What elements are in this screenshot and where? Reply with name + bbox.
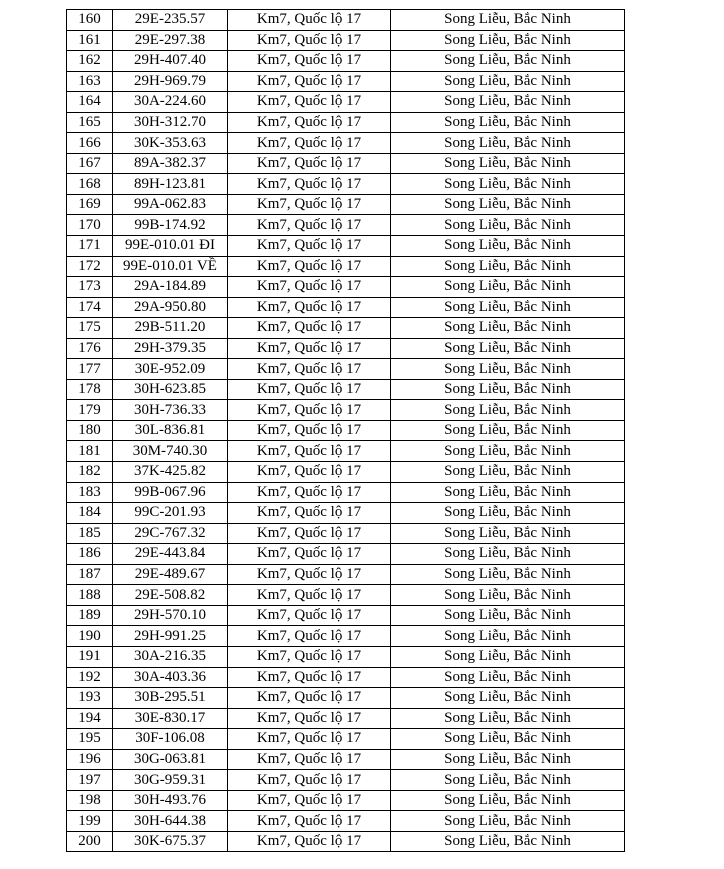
license-plate-cell: 30L-836.81 [113,420,228,441]
row-number-cell: 177 [67,359,113,380]
table-row [67,626,625,647]
location-cell: Km7, Quốc lộ 17 [228,71,391,92]
location-cell: Km7, Quốc lộ 17 [228,338,391,359]
table-row [67,462,625,483]
processing-unit-cell: Song Liễu, Bắc Ninh [391,318,625,339]
location-cell: Km7, Quốc lộ 17 [228,256,391,277]
row-number-cell: 191 [67,646,113,667]
processing-unit-cell: Song Liễu, Bắc Ninh [391,585,625,606]
row-number-cell: 161 [67,30,113,51]
table-row [67,585,625,606]
license-plate-cell: 99C-201.93 [113,503,228,524]
license-plate-cell: 99B-174.92 [113,215,228,236]
processing-unit-cell: Song Liễu, Bắc Ninh [391,379,625,400]
table-row [67,564,625,585]
row-number-cell: 178 [67,379,113,400]
license-plate-cell: 29H-991.25 [113,626,228,647]
location-cell: Km7, Quốc lộ 17 [228,420,391,441]
table-row [67,71,625,92]
license-plate-cell: 30E-952.09 [113,359,228,380]
row-number-cell: 182 [67,462,113,483]
location-cell: Km7, Quốc lộ 17 [228,400,391,421]
table-row [67,359,625,380]
license-plate-cell: 99E-010.01 ĐI [113,236,228,257]
processing-unit-cell: Song Liễu, Bắc Ninh [391,51,625,72]
location-cell: Km7, Quốc lộ 17 [228,482,391,503]
row-number-cell: 176 [67,338,113,359]
license-plate-cell: 29E-297.38 [113,30,228,51]
row-number-cell: 196 [67,749,113,770]
row-number-cell: 160 [67,10,113,31]
license-plate-cell: 29H-969.79 [113,71,228,92]
row-number-cell: 171 [67,236,113,257]
location-cell: Km7, Quốc lộ 17 [228,626,391,647]
row-number-cell: 163 [67,71,113,92]
license-plate-cell: 30H-623.85 [113,379,228,400]
row-number-cell: 200 [67,831,113,852]
license-plate-cell: 30F-106.08 [113,729,228,750]
processing-unit-cell: Song Liễu, Bắc Ninh [391,441,625,462]
license-plate-cell: 29A-184.89 [113,277,228,298]
table-row [67,831,625,852]
processing-unit-cell: Song Liễu, Bắc Ninh [391,770,625,791]
location-cell: Km7, Quốc lộ 17 [228,811,391,832]
row-number-cell: 197 [67,770,113,791]
row-number-cell: 184 [67,503,113,524]
table-row [67,194,625,215]
processing-unit-cell: Song Liễu, Bắc Ninh [391,400,625,421]
location-cell: Km7, Quốc lộ 17 [228,174,391,195]
processing-unit-cell: Song Liễu, Bắc Ninh [391,462,625,483]
table-row [67,441,625,462]
location-cell: Km7, Quốc lộ 17 [228,297,391,318]
location-cell: Km7, Quốc lộ 17 [228,236,391,257]
processing-unit-cell: Song Liễu, Bắc Ninh [391,544,625,565]
row-number-cell: 175 [67,318,113,339]
processing-unit-cell: Song Liễu, Bắc Ninh [391,359,625,380]
license-plate-cell: 30B-295.51 [113,688,228,709]
table-row [67,112,625,133]
license-plate-cell: 29E-508.82 [113,585,228,606]
processing-unit-cell: Song Liễu, Bắc Ninh [391,646,625,667]
table-row [67,790,625,811]
row-number-cell: 179 [67,400,113,421]
processing-unit-cell: Song Liễu, Bắc Ninh [391,523,625,544]
location-cell: Km7, Quốc lộ 17 [228,523,391,544]
license-plate-cell: 29H-570.10 [113,605,228,626]
table-row [67,379,625,400]
processing-unit-cell: Song Liễu, Bắc Ninh [391,811,625,832]
row-number-cell: 172 [67,256,113,277]
processing-unit-cell: Song Liễu, Bắc Ninh [391,749,625,770]
table-row [67,544,625,565]
license-plate-cell: 30H-736.33 [113,400,228,421]
location-cell: Km7, Quốc lộ 17 [228,770,391,791]
processing-unit-cell: Song Liễu, Bắc Ninh [391,30,625,51]
location-cell: Km7, Quốc lộ 17 [228,729,391,750]
location-cell: Km7, Quốc lộ 17 [228,30,391,51]
location-cell: Km7, Quốc lộ 17 [228,667,391,688]
processing-unit-cell: Song Liễu, Bắc Ninh [391,831,625,852]
processing-unit-cell: Song Liễu, Bắc Ninh [391,482,625,503]
table-row [67,729,625,750]
license-plate-cell: 29H-407.40 [113,51,228,72]
license-plate-cell: 29E-443.84 [113,544,228,565]
row-number-cell: 168 [67,174,113,195]
location-cell: Km7, Quốc lộ 17 [228,544,391,565]
license-plate-cell: 30K-353.63 [113,133,228,154]
row-number-cell: 188 [67,585,113,606]
license-plate-cell: 30H-644.38 [113,811,228,832]
license-plate-cell: 89H-123.81 [113,174,228,195]
processing-unit-cell: Song Liễu, Bắc Ninh [391,297,625,318]
processing-unit-cell: Song Liễu, Bắc Ninh [391,338,625,359]
row-number-cell: 198 [67,790,113,811]
processing-unit-cell: Song Liễu, Bắc Ninh [391,236,625,257]
processing-unit-cell: Song Liễu, Bắc Ninh [391,10,625,31]
processing-unit-cell: Song Liễu, Bắc Ninh [391,564,625,585]
table-row [67,236,625,257]
location-cell: Km7, Quốc lộ 17 [228,646,391,667]
processing-unit-cell: Song Liễu, Bắc Ninh [391,256,625,277]
location-cell: Km7, Quốc lộ 17 [228,585,391,606]
processing-unit-cell: Song Liễu, Bắc Ninh [391,503,625,524]
location-cell: Km7, Quốc lộ 17 [228,708,391,729]
location-cell: Km7, Quốc lộ 17 [228,318,391,339]
table-row [67,318,625,339]
location-cell: Km7, Quốc lộ 17 [228,831,391,852]
processing-unit-cell: Song Liễu, Bắc Ninh [391,133,625,154]
table-row [67,30,625,51]
license-plate-cell: 29C-767.32 [113,523,228,544]
row-number-cell: 183 [67,482,113,503]
table-row [67,153,625,174]
violation-table [66,9,625,852]
row-number-cell: 162 [67,51,113,72]
table-row [67,297,625,318]
location-cell: Km7, Quốc lộ 17 [228,51,391,72]
row-number-cell: 165 [67,112,113,133]
table-row [67,51,625,72]
row-number-cell: 164 [67,92,113,113]
processing-unit-cell: Song Liễu, Bắc Ninh [391,605,625,626]
location-cell: Km7, Quốc lộ 17 [228,790,391,811]
table-row [67,749,625,770]
processing-unit-cell: Song Liễu, Bắc Ninh [391,708,625,729]
location-cell: Km7, Quốc lộ 17 [228,688,391,709]
processing-unit-cell: Song Liễu, Bắc Ninh [391,277,625,298]
processing-unit-cell: Song Liễu, Bắc Ninh [391,729,625,750]
table-row [67,174,625,195]
license-plate-cell: 30A-216.35 [113,646,228,667]
table-row [67,277,625,298]
processing-unit-cell: Song Liễu, Bắc Ninh [391,688,625,709]
license-plate-cell: 30K-675.37 [113,831,228,852]
processing-unit-cell: Song Liễu, Bắc Ninh [391,626,625,647]
table-row [67,256,625,277]
table-row [67,482,625,503]
license-plate-cell: 89A-382.37 [113,153,228,174]
processing-unit-cell: Song Liễu, Bắc Ninh [391,215,625,236]
row-number-cell: 180 [67,420,113,441]
table-row [67,10,625,31]
license-plate-cell: 30G-063.81 [113,749,228,770]
row-number-cell: 186 [67,544,113,565]
license-plate-cell: 29H-379.35 [113,338,228,359]
license-plate-cell: 37K-425.82 [113,462,228,483]
table-row [67,667,625,688]
location-cell: Km7, Quốc lộ 17 [228,215,391,236]
row-number-cell: 187 [67,564,113,585]
location-cell: Km7, Quốc lộ 17 [228,92,391,113]
row-number-cell: 192 [67,667,113,688]
processing-unit-cell: Song Liễu, Bắc Ninh [391,174,625,195]
location-cell: Km7, Quốc lộ 17 [228,379,391,400]
processing-unit-cell: Song Liễu, Bắc Ninh [391,667,625,688]
license-plate-cell: 29E-489.67 [113,564,228,585]
row-number-cell: 199 [67,811,113,832]
row-number-cell: 181 [67,441,113,462]
table-row [67,708,625,729]
row-number-cell: 173 [67,277,113,298]
license-plate-cell: 99E-010.01 VỀ [113,256,228,277]
row-number-cell: 189 [67,605,113,626]
row-number-cell: 166 [67,133,113,154]
table-row [67,338,625,359]
license-plate-cell: 29E-235.57 [113,10,228,31]
table-row [67,523,625,544]
table-row [67,133,625,154]
location-cell: Km7, Quốc lộ 17 [228,605,391,626]
row-number-cell: 170 [67,215,113,236]
processing-unit-cell: Song Liễu, Bắc Ninh [391,92,625,113]
table-row [67,92,625,113]
row-number-cell: 190 [67,626,113,647]
location-cell: Km7, Quốc lộ 17 [228,564,391,585]
location-cell: Km7, Quốc lộ 17 [228,277,391,298]
license-plate-cell: 99A-062.83 [113,194,228,215]
license-plate-cell: 29B-511.20 [113,318,228,339]
row-number-cell: 169 [67,194,113,215]
license-plate-cell: 30G-959.31 [113,770,228,791]
table-row [67,503,625,524]
license-plate-cell: 29A-950.80 [113,297,228,318]
location-cell: Km7, Quốc lộ 17 [228,359,391,380]
location-cell: Km7, Quốc lộ 17 [228,10,391,31]
processing-unit-cell: Song Liễu, Bắc Ninh [391,790,625,811]
processing-unit-cell: Song Liễu, Bắc Ninh [391,71,625,92]
license-plate-cell: 30A-224.60 [113,92,228,113]
row-number-cell: 195 [67,729,113,750]
row-number-cell: 174 [67,297,113,318]
violation-table-body [67,10,625,852]
processing-unit-cell: Song Liễu, Bắc Ninh [391,153,625,174]
location-cell: Km7, Quốc lộ 17 [228,153,391,174]
location-cell: Km7, Quốc lộ 17 [228,133,391,154]
table-row [67,811,625,832]
license-plate-cell: 30H-312.70 [113,112,228,133]
location-cell: Km7, Quốc lộ 17 [228,749,391,770]
table-row [67,605,625,626]
row-number-cell: 193 [67,688,113,709]
row-number-cell: 185 [67,523,113,544]
license-plate-cell: 30H-493.76 [113,790,228,811]
location-cell: Km7, Quốc lộ 17 [228,194,391,215]
table-row [67,646,625,667]
location-cell: Km7, Quốc lộ 17 [228,462,391,483]
row-number-cell: 194 [67,708,113,729]
table-row [67,688,625,709]
table-row [67,420,625,441]
license-plate-cell: 30A-403.36 [113,667,228,688]
location-cell: Km7, Quốc lộ 17 [228,112,391,133]
license-plate-cell: 99B-067.96 [113,482,228,503]
row-number-cell: 167 [67,153,113,174]
license-plate-cell: 30E-830.17 [113,708,228,729]
processing-unit-cell: Song Liễu, Bắc Ninh [391,112,625,133]
processing-unit-cell: Song Liễu, Bắc Ninh [391,194,625,215]
processing-unit-cell: Song Liễu, Bắc Ninh [391,420,625,441]
table-row [67,770,625,791]
location-cell: Km7, Quốc lộ 17 [228,503,391,524]
table-row [67,215,625,236]
license-plate-cell: 30M-740.30 [113,441,228,462]
location-cell: Km7, Quốc lộ 17 [228,441,391,462]
table-row [67,400,625,421]
